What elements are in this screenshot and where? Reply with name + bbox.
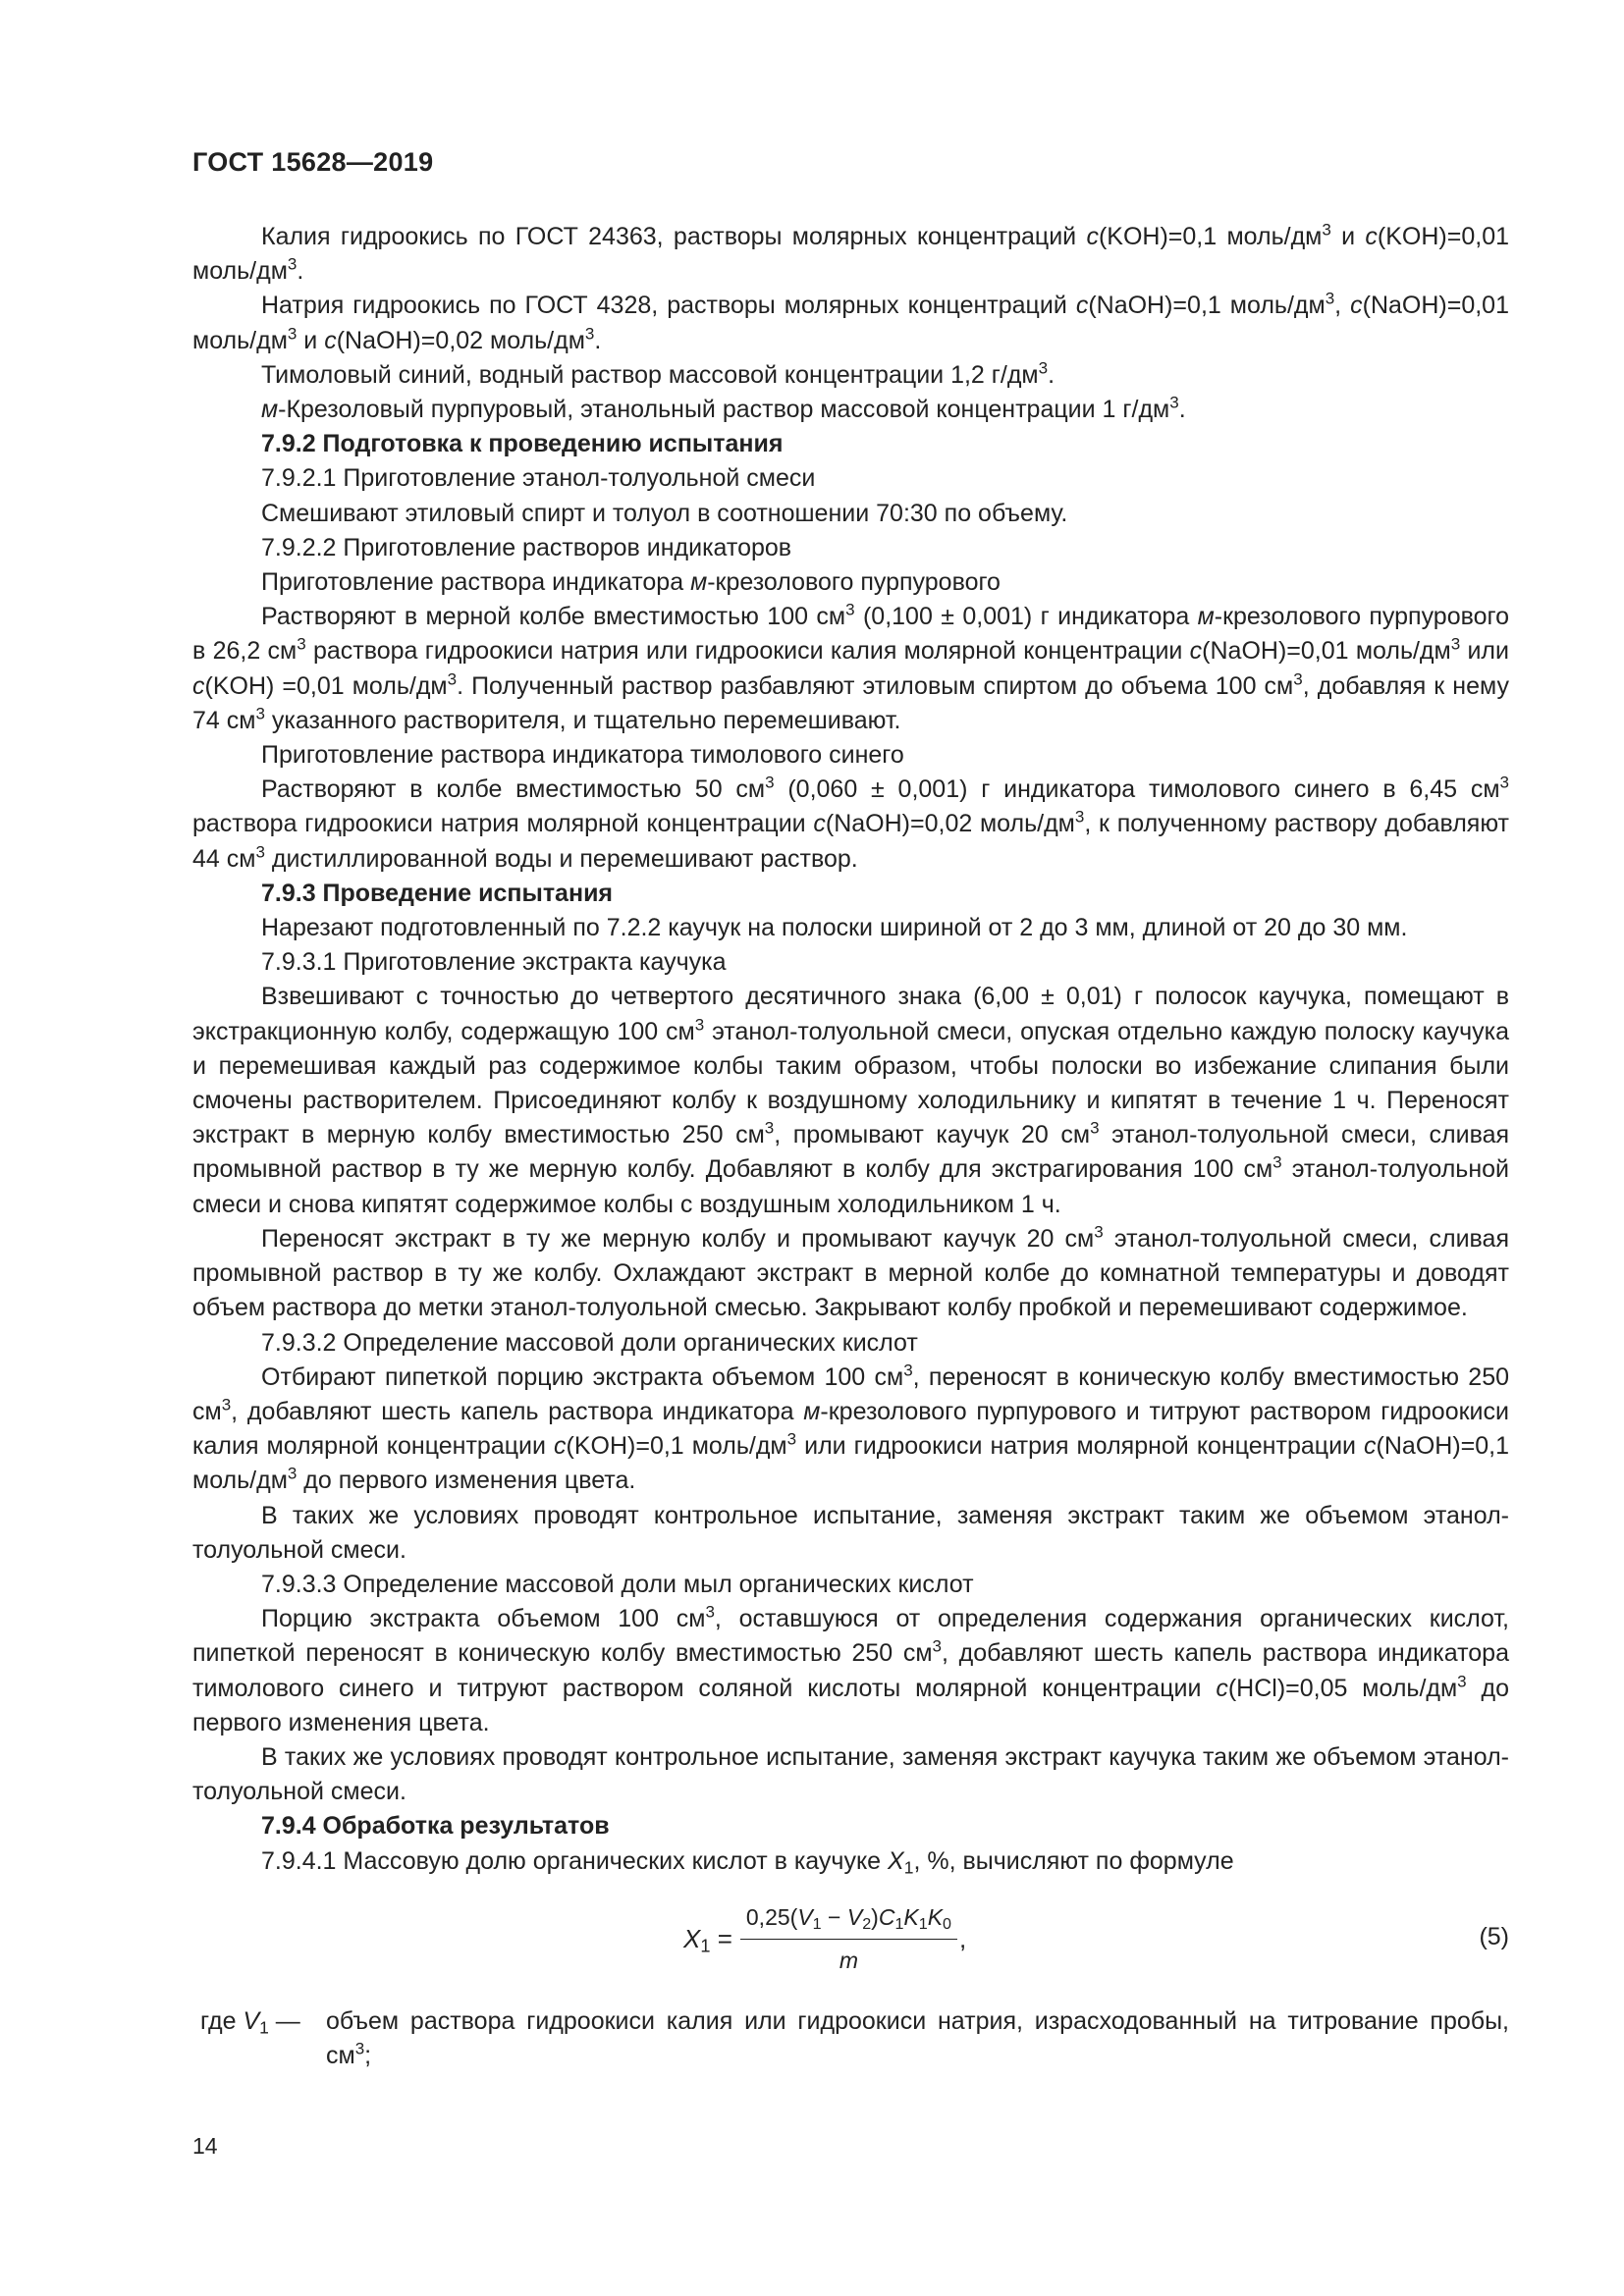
page-number: 14 [192,2133,218,2159]
formula-fraction [740,1900,957,1978]
paragraph: 7.9.4.1 Массовую долю органических кислот в каучуке $X_1$, %, вычисляют по формуле [261,1846,1234,1877]
paragraph: Переносят экстракт в ту же мерную колбу и промывают каучук 20 $см^3$ этанол-толуольной смеси, сливая промывной раствор в ту же колбу. Охлаждают экстракт в мерной колбе до комнатной температуры и доводят объем раствора до метки этанол-толуольной смесью. Закрывают колбу пробкой и перемешивают содержимое. [192,1222,1509,1322]
paragraph: В таких же условиях проводят контрольное испытание, заменяя экстракт каучука таким же объемом этанол-толуольной смеси. [192,1742,1509,1806]
where-label: где $V_1$ — [200,2006,300,2038]
paragraph: 7.9.3.2 Определение массовой доли органических кислот [261,1328,918,1357]
formula-numerator: $0,25(V_1 - V_2)C_1K_1K_0$ [740,1900,957,1940]
paragraph: Отбирают пипеткой порцию экстракта объемом 100 $см^3$, переносят в коническую колбу вместимостью 250 $см^3$, добавляют шесть капель раствора индикатора м-крезолового пурпурового и титруют раствором гидроокиси калия молярной концентрации c(KOH)=0,1 моль/$дм^3$ или гидроокиси натрия молярной концентрации c(NaOH)=0,1 моль/$дм^3$ до первого изменения цвета. [192,1361,1510,1495]
formula-block [192,1893,1509,2001]
paragraph: В таких же условиях проводят контрольное испытание, заменяя экстракт таким же объемом этанол-толуольной смеси. [192,1501,1509,1564]
paragraph: Калия гидроокись по ГОСТ 24363, растворы молярных концентраций c(KOH)=0,1 моль/$дм^3$ и c(KOH)=0,01 моль/$дм^3$. [192,220,1510,286]
formula-comma: , [958,1923,967,1953]
paragraph: Взвешивают с точностью до четвертого десятичного знака (6,00 ± 0,01) г полосок каучука, помещают в экстракционную колбу, содержащую 100 $см^3$ этанол-толуольной смеси, опуская отдельно каждую полоску каучука и перемешивая каждый раз содержимое колбы таким образом, чтобы полоски во избежание слипания были смочены растворителем. Присоединяют колбу к воздушному холодильнику и кипятят в течение 1 ч. Переносят экстракт в мерную колбу вместимостью 250 $см^3$, промывают каучук 20 $см^3$ этанол-толуольной смеси, сливая промывной раствор в ту же мерную колбу. Добавляют в колбу для экстрагирования 100 $см^3$ этанол-толуольной смеси и снова кипятят содержимое колбы с воздушным холодильником 1 ч. [192,983,1510,1218]
section-heading: 7.9.3 Проведение испытания [261,879,614,907]
paragraph: Растворяют в колбе вместимостью 50 $см^3$ (0,060 ± 0,001) г индикатора тимолового синего в 6,45 $см^3$ раствора гидроокиси натрия молярной концентрации c(NaOH)=0,02 моль/$дм^3$, к полученному раствору добавляют 44 $см^3$ дистиллированной воды и перемешивают раствор. [192,773,1509,873]
paragraph: 7.9.3.3 Определение массовой доли мыл органических кислот [261,1570,974,1598]
where-definition: объем раствора гидроокиси калия или гидроокиси натрия, израсходованный на титрование пробы, $см^3$; [326,2006,1509,2069]
paragraph: Тимоловый синий, водный раствор массовой концентрации 1,2 $г/дм^3$. [261,358,1056,389]
paragraph: Смешивают этиловый спирт и толуол в соотношении 70:30 по объему. [261,499,1068,527]
formula-lhs: $X_1$ = [683,1923,732,1956]
paragraph: Порцию экстракта объемом 100 $см^3$, оставшуюся от определения содержания органических кислот, пипеткой переносят в коническую колбу вместимостью 250 $см^3$, добавляют шесть капель раствора индикатора тимолового синего и титруют раствором соляной кислоты молярной концентрации c(HCl)=0,05 моль/$дм^3$ до первого изменения цвета. [192,1602,1510,1736]
paragraph: 7.9.2.1 Приготовление этанол-толуольной смеси [261,464,816,493]
paragraph: Приготовление раствора индикатора тимолового синего [261,741,904,770]
document-header: ГОСТ 15628—2019 [192,147,434,177]
formula-denominator: m [839,1947,859,1973]
paragraph-list [192,220,1509,1879]
document-body [192,220,1509,2073]
formula [683,1900,966,1978]
paragraph: м-Крезоловый пурпуровый, этанольный раствор массовой концентрации 1 $г/дм^3$. [261,393,1186,424]
section-heading: 7.9.4 Обработка результатов [261,1812,610,1841]
paragraph: Нарезают подготовленный по 7.2.2 каучук на полоски шириной от 2 до 3 мм, длиной от 20 до 30 мм. [261,914,1408,942]
paragraph: Приготовление раствора индикатора м-крезолового пурпурового [261,568,1001,597]
paragraph: Натрия гидроокись по ГОСТ 4328, растворы молярных концентраций c(NaOH)=0,1 моль/$дм^3$, c(NaOH)=0,01 моль/$дм^3$ и c(NaOH)=0,02 моль/$дм^3$. [192,290,1509,354]
where-clause [192,2004,1509,2073]
paragraph: 7.9.2.2 Приготовление растворов индикаторов [261,533,792,561]
paragraph: 7.9.3.1 Приготовление экстракта каучука [261,948,727,977]
section-heading: 7.9.2 Подготовка к проведению испытания [261,430,784,458]
formula-number: (5) [1479,1922,1509,1950]
paragraph: Растворяют в мерной колбе вместимостью 100 $см^3$ (0,100 ± 0,001) г индикатора м-крезолового пурпурового в 26,2 $см^3$ раствора гидроокиси натрия или гидроокиси калия молярной концентрации c(NaOH)=0,01 моль/$дм^3$ или c(KOH) =0,01 моль/$дм^3$. Полученный раствор разбавляют этиловым спиртом до объема 100 $см^3$, добавляя к нему 74 $см^3$ указанного растворителя, и тщательно перемешивают. [192,600,1509,734]
